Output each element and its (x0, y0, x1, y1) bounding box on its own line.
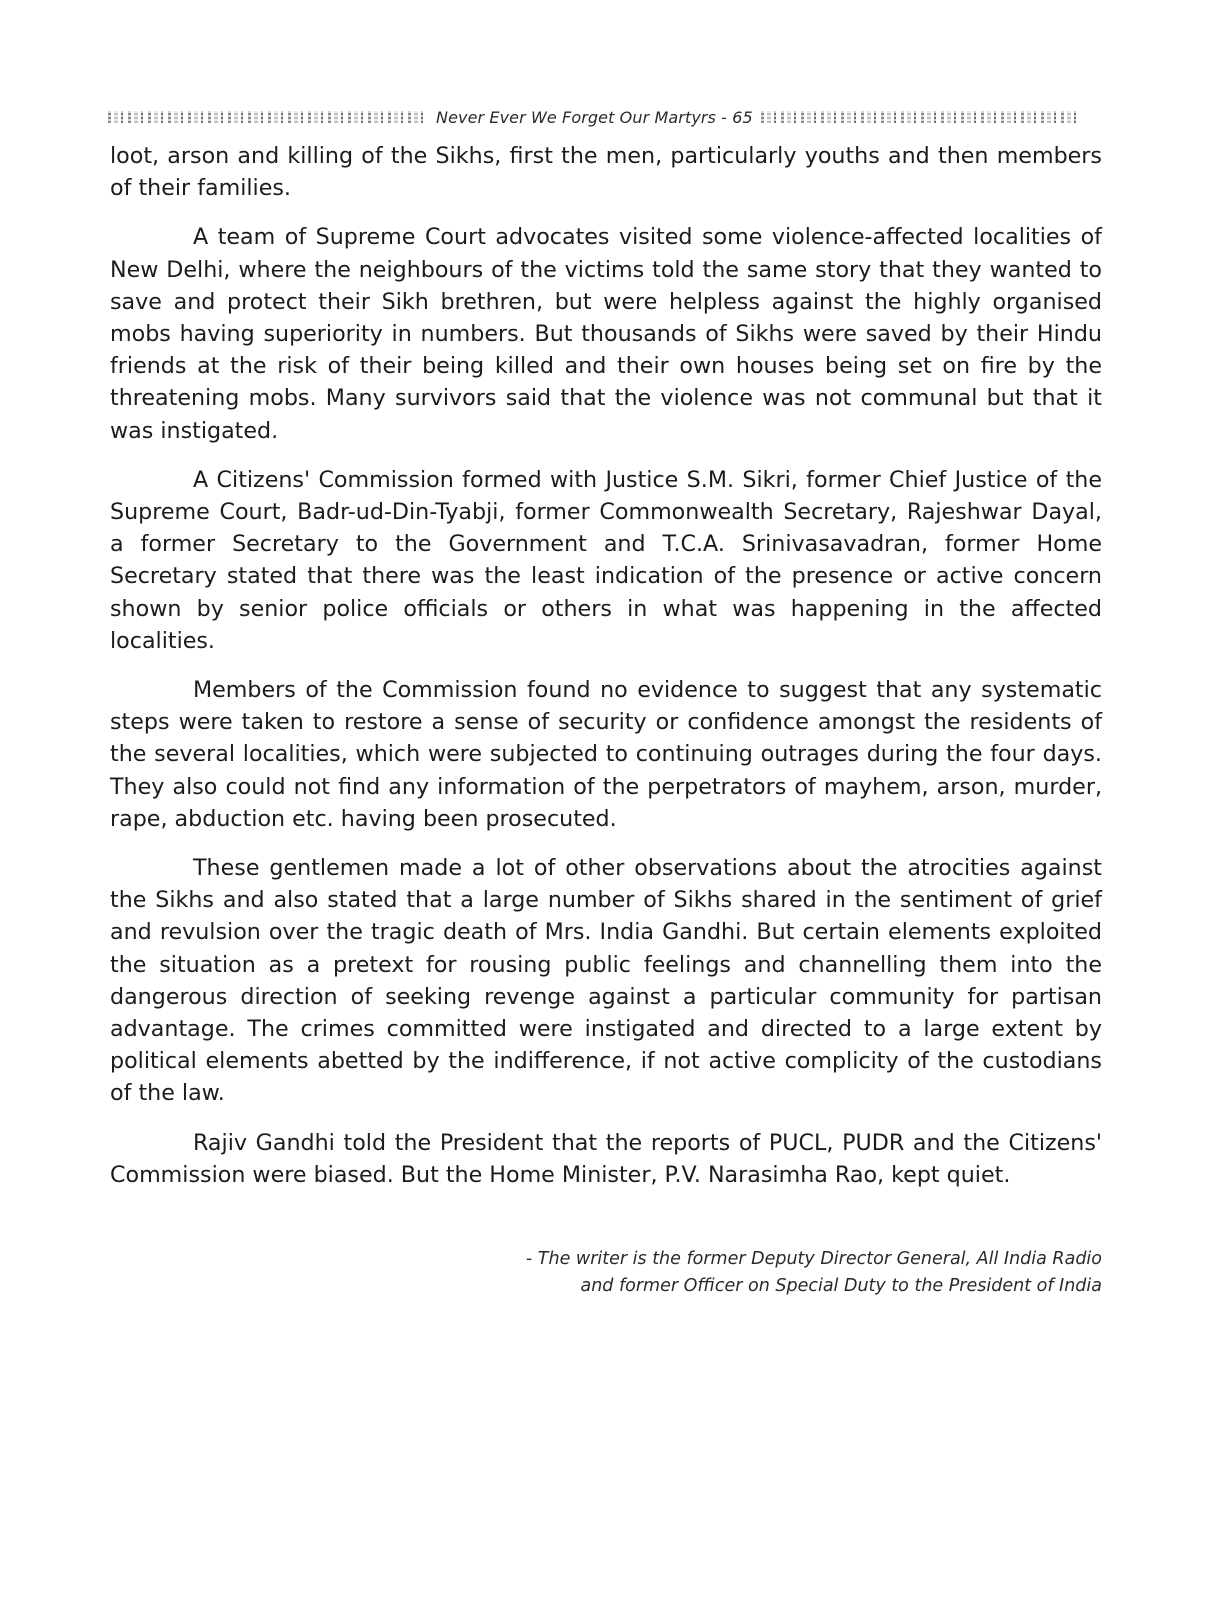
paragraph-continuation: loot, arson and killing of the Sikhs, first the men, particularly youths and then members of their families. (110, 143, 1102, 202)
paragraph-rajiv-gandhi: Rajiv Gandhi told the President that the reports of PUCL, PUDR and the Citizens' Commission were biased. But the Home Minister, P.V. Narasimha Rao, kept quiet. (110, 1129, 1102, 1188)
byline-line-1: - The writer is the former Deputy Director General, All India Radio (525, 1249, 1102, 1269)
paragraph-citizens-commission: A Citizens' Commission formed with Justice S.M. Sikri, former Chief Justice of the Supreme Court, Badr-ud-Din-Tyabji, former Commonwealth Secretary, Rajeshwar Dayal, a former Secretary to the Government and T.C.A. Srinivasavadran, former Home Secretary stated that there was the least indication of the presence or active concern shown by senior police officials or others in what was happening in the affected localities. (110, 466, 1102, 654)
left-ornament-border (108, 111, 428, 123)
running-header (108, 104, 1102, 130)
paragraph-advocates-team: A team of Supreme Court advocates visited some violence-affected localities of New Delhi, where the neighbours of the victims told the same story that they wanted to save and protect their Sikh brethren, but were helpless against the highly organised mobs having superiority in numbers. But thousands of Sikhs were saved by their Hindu friends at the risk of their being killed and their own houses being set on fire by the threatening mobs. Many survivors said that the violence was not communal but that it was instigated. (110, 224, 1102, 444)
paragraph-commission-findings: Members of the Commission found no evidence to suggest that any systematic steps were taken to restore a sense of security or confidence amongst the residents of the several localities, which were subjected to continuing outrages during the four days. They also could not find any information of the perpetrators of mayhem, arson, murder, rape, abduction etc. having been prosecuted. (110, 677, 1102, 832)
article-body (110, 140, 1102, 1208)
right-ornament-border (761, 111, 1081, 123)
author-byline (526, 1246, 1102, 1300)
byline-line-2: and former Officer on Special Duty to the President of India (580, 1276, 1102, 1296)
paragraph-observations: These gentlemen made a lot of other observations about the atrocities against the Sikhs and also stated that a large number of Sikhs shared in the sentiment of grief and revulsion over the tragic death of Mrs. India Gandhi. But certain elements exploited the situation as a pretext for rousing public feelings and channelling them into the dangerous direction of seeking revenge against a particular community for partisan advantage. The crimes committed were instigated and directed to a large extent by political elements abetted by the indifference, if not active complicity of the custodians of the law. (110, 855, 1102, 1107)
running-title: Never Ever We Forget Our Martyrs - 65 (436, 107, 753, 127)
